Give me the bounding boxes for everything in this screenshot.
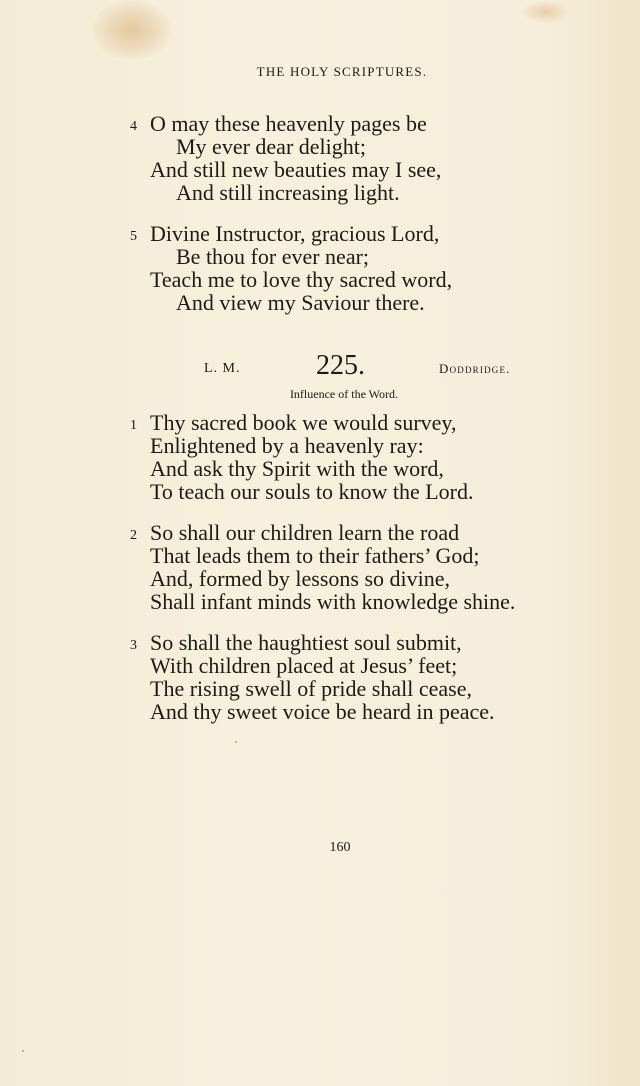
verse-line: Shall infant minds with knowledge shine. [150, 589, 516, 614]
stanza-number: 3 [130, 638, 137, 653]
stanza [0, 411, 640, 503]
hymn-title: Influence of the Word. [289, 387, 399, 401]
verse-line: So shall the haughtiest soul submit, [150, 630, 462, 655]
page-number: 160 [329, 840, 351, 855]
hymn-author: Doddridge. [439, 361, 511, 376]
verse-line: Be thou for ever near; [176, 244, 370, 269]
stanza [0, 631, 640, 723]
verse-line: The rising swell of pride shall cease, [150, 676, 472, 701]
stanza-number: 2 [130, 528, 137, 543]
verse-line: And thy sweet voice be heard in peace. [150, 699, 495, 724]
stanza [0, 112, 640, 204]
verse-line: O may these heavenly pages be [150, 111, 427, 136]
stanza-number: 1 [130, 418, 137, 433]
verse-line: With children placed at Jesus’ feet; [150, 653, 458, 678]
verse-line: Divine Instructor, gracious Lord, [150, 221, 440, 246]
verse-line: My ever dear delight; [176, 134, 366, 159]
verse-line: That leads them to their fathers’ God; [150, 543, 480, 568]
paper-speck [22, 1050, 24, 1052]
paper-speck [235, 741, 237, 743]
verse-line: So shall our children learn the road [150, 520, 460, 545]
stanza-number: 4 [130, 119, 137, 134]
verse-line: Teach me to love thy sacred word, [150, 267, 453, 292]
verse-line: To teach our souls to know the Lord. [150, 479, 474, 504]
verse-line: And still new beauties may I see, [150, 157, 442, 182]
stanza [0, 222, 640, 314]
verse-line: And ask thy Spirit with the word, [150, 456, 444, 481]
verse-line: And still increasing light. [176, 180, 400, 205]
verse-line: Enlightened by a heavenly ray: [150, 433, 424, 458]
hymn-header [0, 350, 640, 380]
age-stain [520, 0, 570, 24]
hymn-number: 225. [316, 350, 365, 381]
running-head: THE HOLY SCRIPTURES. [256, 64, 428, 79]
stanza [0, 521, 640, 613]
age-stain [92, 0, 172, 60]
hymn-meter: L. M. [204, 361, 241, 376]
verse-line: And, formed by lessons so divine, [150, 566, 451, 591]
verse-line: And view my Saviour there. [176, 290, 425, 315]
verse-line: Thy sacred book we would survey, [150, 410, 457, 435]
stanza-number: 5 [130, 229, 137, 244]
